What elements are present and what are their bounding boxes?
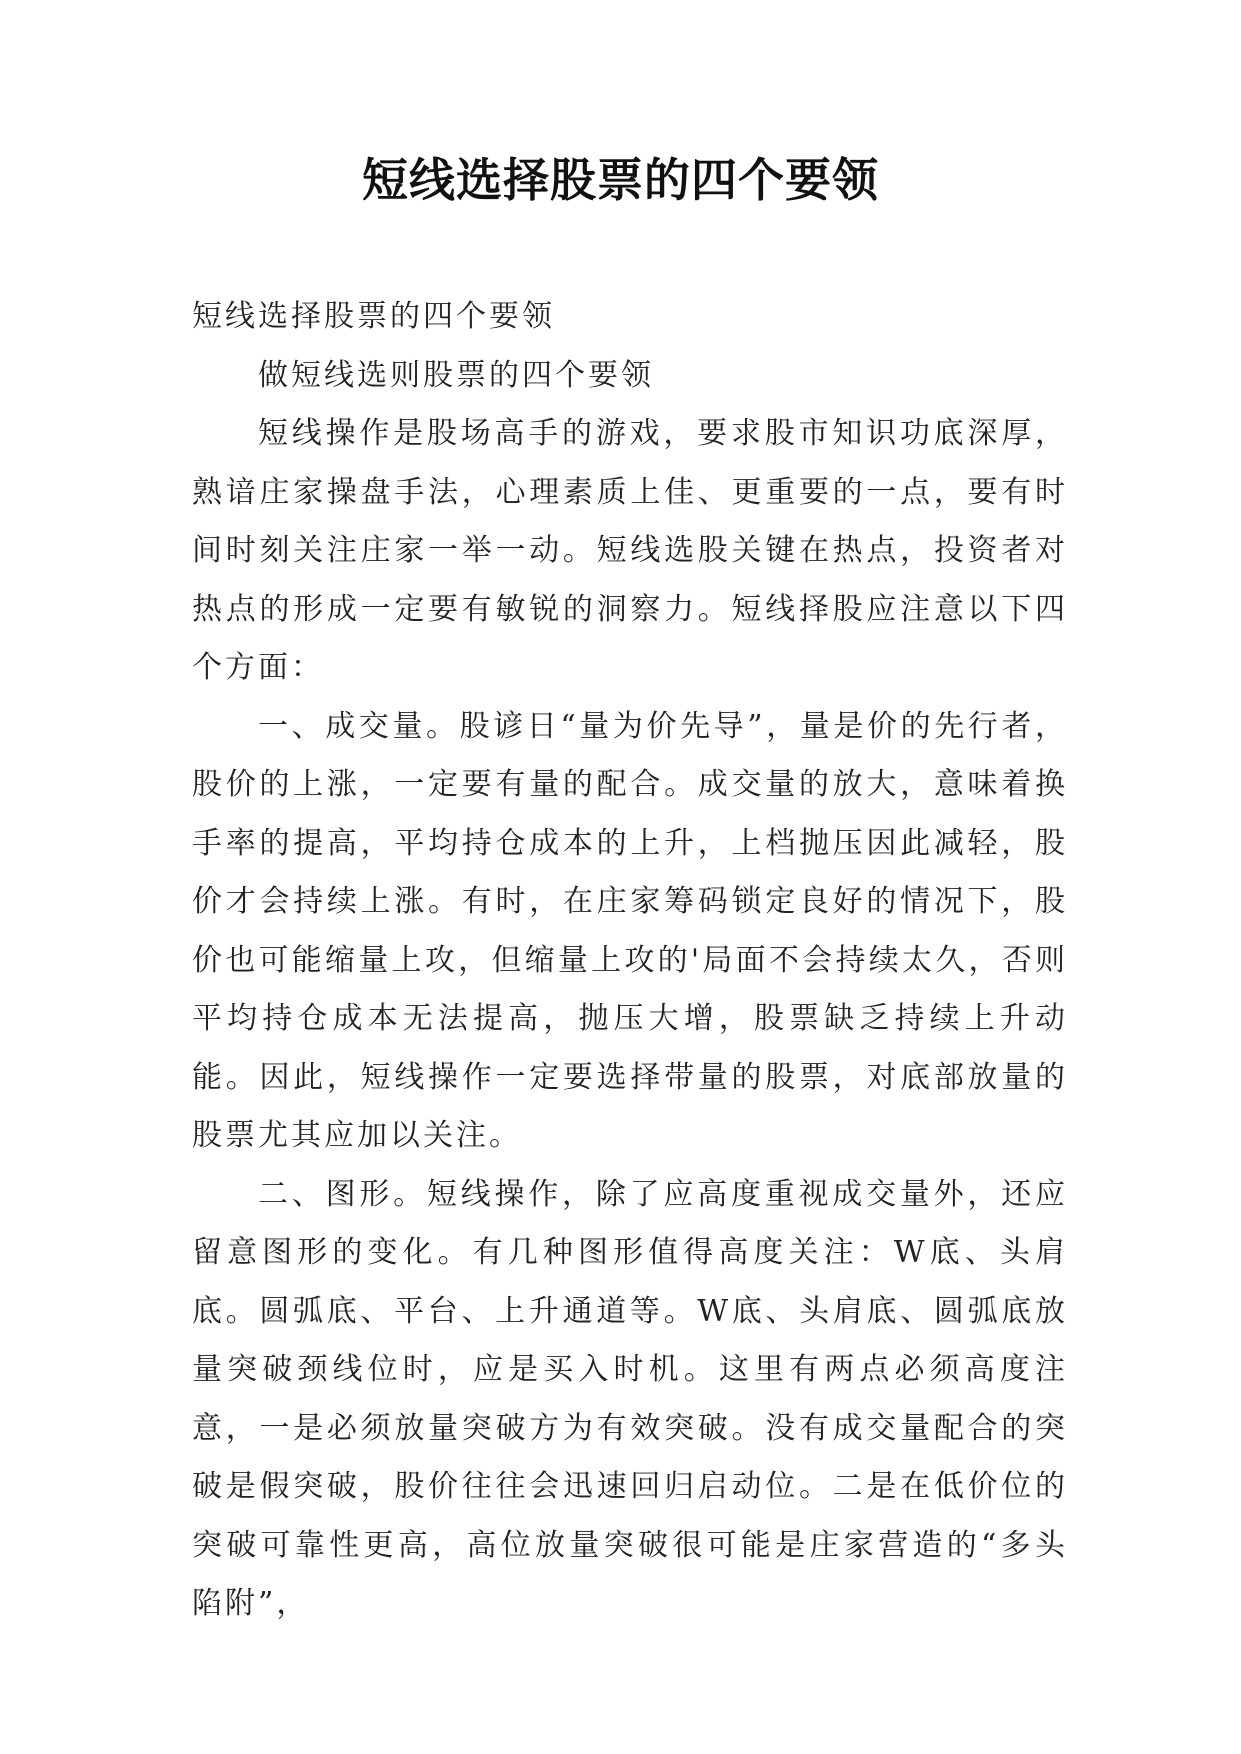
paragraph-volume: 一、成交量。股谚日“量为价先导”，量是价的先行者，股价的上涨，一定要有量的配合。成交量的放大，意味着换手率的提高，平均持仓成本的上升，上档抛压因此减轻，股价才会持续上涨。有时，在庄家筹码锁定良好的情况下，股价也可能缩量上攻，但缩量上攻的'局面不会持续太久，否则平均持仓成本无法提高，抛压大增，股票缺乏持续上升动能。因此，短线操作一定要选择带量的股票，对底部放量的股票尤其应加以关注。 xyxy=(192,708,1068,1153)
paragraph-subheading: 做短线选则股票的四个要领 xyxy=(258,357,654,393)
paragraph-intro: 短线操作是股场高手的游戏，要求股市知识功底深厚，熟谙庄家操盘手法，心理素质上佳、更重要的一点，要有时间时刻关注庄家一举一动。短线选股关键在热点，投资者对热点的形成一定要有敏锐的洞察力。短线择股应注意以下四个方面： xyxy=(192,416,1068,685)
paragraph-pattern: 二、图形。短线操作，除了应高度重视成交量外，还应留意图形的变化。有几种图形值得高度关注：W底、头肩底。圆弧底、平台、上升通道等。W底、头肩底、圆弧底放量突破颈线位时，应是买入时机。这里有两点必须高度注意，一是必须放量突破方为有效突破。没有成交量配合的突破是假突破，股价往往会迅速回归启动位。二是在低价位的突破可靠性更高，高位放量突破很可能是庄家营造的“多头陷附”， xyxy=(192,1176,1068,1621)
paragraph-heading: 短线选择股票的四个要领 xyxy=(192,299,555,334)
document-body xyxy=(192,288,1068,1634)
document-title: 短线选择股票的四个要领 xyxy=(362,153,879,207)
